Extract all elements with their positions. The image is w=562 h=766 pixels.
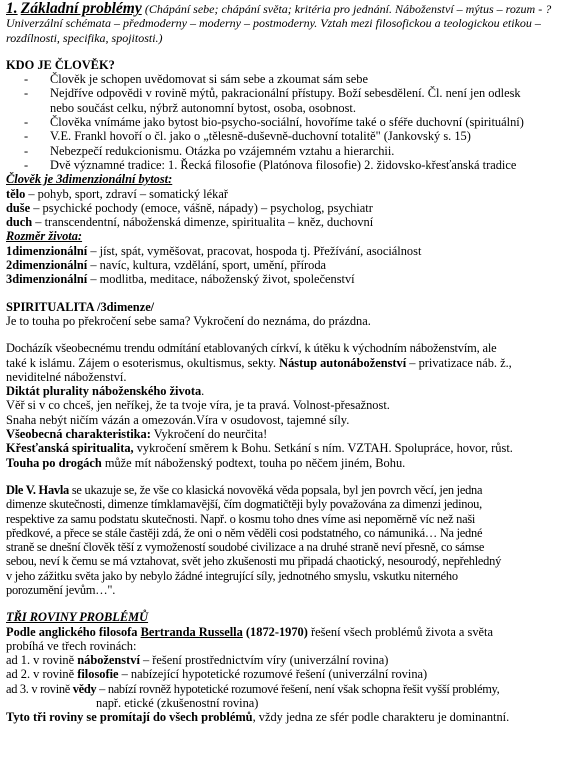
dimension-row	[6, 215, 556, 229]
list-item	[24, 72, 556, 86]
list-item	[24, 129, 556, 143]
diktat-line	[6, 384, 556, 398]
havel-name: Dle V. Havla	[6, 482, 69, 497]
havel-line: straně se dnešní člověk těší z vymožeností soudobé civilizace a na druhé straně neví přesně, co sámse	[6, 540, 485, 555]
dimension-text: – psychické pochody (emoce, vášně, nápady) – psycholog, psychiatr	[30, 200, 373, 215]
havel-text: se ukazuje se, že vše co klasická novověká věda popsala, byl jen povrch věcí, jen jedna	[68, 482, 483, 497]
russell-name: Bertranda Russella	[140, 624, 243, 639]
havel-line: předkové, a přece se stále častěji zdá, že oni o něm věděli cosi podstatného, co námuniká… Na jedné	[6, 525, 483, 540]
rovina-num: ad 1. v rovině	[6, 653, 78, 668]
spiritualita-title: SPIRITUALITA /3dimenze/	[6, 299, 155, 314]
krest-line	[6, 441, 556, 455]
intro-text: řešení všech problémů života a světa	[307, 624, 493, 639]
rozmer-text: – modlitba, meditace, náboženský život, společenství	[87, 272, 355, 287]
rovina-item	[6, 667, 556, 681]
rovina-term: vědy	[72, 681, 97, 696]
section-heading	[6, 2, 556, 16]
rovina-term: filosofie	[77, 667, 119, 682]
intro-years: (1872-1970)	[242, 624, 308, 639]
spiritualita-para-line1: Docházík všeobecnému trendu odmítání etablovaných církví, k útěku k východním náboženstvím, ale	[6, 341, 497, 356]
diktat-title: Diktát plurality náboženského života	[6, 384, 202, 399]
spiritualita-question: Je to touha po překročení sebe sama? Vykročení do neznáma, do prázdna.	[6, 313, 371, 328]
heading-title: Základní problémy	[20, 0, 142, 17]
rovina-term: náboženství	[77, 653, 140, 668]
rovina-item-cont: např. etické (zkušenostní rovina)	[96, 696, 259, 711]
intro-bold: Podle anglického filosofa	[6, 624, 141, 639]
touha-title: Touha po drogách	[6, 455, 102, 470]
havel-line	[6, 483, 556, 497]
list-item-text: Člověk je schopen uvědomovat si sám sebe a zkoumat sám sebe	[50, 72, 368, 87]
list-item-text-cont: nebo součást celku, nýbrž autonomní bytost, osoba, osobnost.	[50, 100, 356, 115]
dimensions-title: Člověk je 3dimenzionální bytost:	[6, 172, 173, 187]
dimension-term: duch	[6, 215, 33, 230]
nastup-term: Nástup autonáboženství	[279, 355, 407, 370]
rozmer-term: 3dimenzionální	[6, 272, 88, 287]
touha-text: může mít náboženský podtext, touha po něčem jiném, Bohu.	[101, 455, 406, 470]
rozmer-term: 1dimenzionální	[6, 243, 88, 258]
list-item	[24, 158, 556, 172]
vseob-text: Vykročení do neurčita!	[150, 427, 268, 442]
havel-line: respektive za samu podstatu skutečnosti. Např. o kosmu toho dnes víme asi nepoměrně víc než naši	[6, 511, 476, 526]
para-text: – privatizace náb. ž.,	[406, 355, 512, 370]
rozmer-row	[6, 258, 556, 272]
list-item	[24, 115, 556, 129]
tri-roviny-intro	[6, 625, 556, 639]
rozmer-text: – jíst, spát, vyměšovat, pracovat, hospoda tj. Přežívání, asociálnost	[87, 243, 422, 258]
diktat-end: .	[201, 384, 205, 399]
rozmer-term: 2dimenzionální	[6, 258, 88, 273]
spiritualita-para-line3: neviditelné náboženství.	[6, 369, 127, 384]
krest-title: Křesťanská spiritualita,	[6, 441, 134, 456]
rozmer-row	[6, 272, 556, 286]
kdo-title: KDO JE ČLOVĚK?	[6, 57, 115, 72]
ver-line: Věř si v co chceš, jen neříkej, že ta tvoje víra, je ta pravá. Volnost-přesažnost.	[6, 398, 390, 413]
rovina-item	[6, 653, 556, 667]
spiritualita-para-line2	[6, 356, 556, 370]
list-item-text: Dvě významné tradice: 1. Řecká filosofie (Platónova filosofie) 2. židovsko-křesťanská tradice	[50, 157, 517, 172]
dimension-row	[6, 187, 556, 201]
tri-roviny-intro-line2: probíhá ve třech rovinách:	[6, 638, 137, 653]
krest-text: vykročení směrem k Bohu. Setkání s ním. VZTAH. Spolupráce, hovor, růst.	[133, 441, 513, 456]
rovina-num: ad 2. v rovině	[6, 667, 78, 682]
rozmer-title: Rozměr života:	[6, 229, 83, 244]
heading-subtitle-line1: (Chápání sebe; chápání světa; kritéria pro jednání. Náboženství – mýtus – rozum - ?	[144, 2, 552, 16]
havel-line: sebou, neví k čemu se má vztahovat, svět jeho zkušenosti mu připadá chaotický, nesourodý, nepřehledný	[6, 554, 502, 569]
final-bold: Tyto tři roviny se promítají do všech problémů	[6, 710, 253, 725]
rovina-text: – nabízí rovněž hypotetické rozumové řešení, není však schopna řešit vyšší problémy,	[96, 681, 500, 696]
heading-subtitle-line3: rozdílnosti, specifika, spojitosti.)	[6, 30, 163, 45]
dimension-text: – transcendentní, náboženská dimenze, spiritualita – kněz, duchovní	[32, 215, 374, 230]
havel-line: v jeho zážitku světa jako by nebylo žádné integrující síly, jednotného smyslu, vskutku niterného	[6, 568, 458, 583]
havel-paragraph	[6, 483, 556, 597]
list-item-text: Člověka vnímáme jako bytost bio-psycho-sociální, hovoříme také o sféře duchovní (spirituální)	[50, 115, 524, 130]
final-text: , vždy jedna ze sfér podle charakteru je dominantní.	[252, 710, 510, 725]
vseob-title: Všeobecná charakteristika:	[6, 427, 151, 442]
tri-roviny-final	[6, 710, 556, 724]
heading-subtitle-line2: Univerzální schémata – předmoderny – moderny – postmoderny. Vztah mezi filosofickou a teologickou etikou –	[6, 16, 541, 31]
rovina-num: ad 3. v rovině	[6, 681, 73, 696]
snaha-line: Snaha nebýt ničím vázán a omezován.Víra v osudovost, tajemné síly.	[6, 412, 350, 427]
havel-line: porozumění jevům…".	[6, 582, 116, 597]
tri-roviny-title: TŘI ROVINY PROBLÉMŮ	[6, 610, 149, 625]
para-text: také k islámu. Zájem o esoterismus, okultismus, sekty.	[6, 355, 280, 370]
dimension-term: duše	[6, 200, 31, 215]
list-item-text: Nejdříve odpovědi v rovině mýtů, pakracionální přístupy. Boží sebesdělení. Čl. není jen odlesk	[50, 86, 521, 101]
heading-number: 1.	[6, 0, 18, 17]
rozmer-text: – navíc, kultura, vzdělání, sport, umění, příroda	[87, 258, 327, 273]
rovina-item	[6, 682, 556, 696]
list-item-text: V.E. Frankl hovoří o čl. jako o „tělesně-duševně-duchovní totalitě" (Jankovský s. 15)	[50, 129, 471, 144]
touha-line	[6, 456, 556, 470]
dimension-text: – pohyb, sport, zdraví – somatický lékař	[25, 186, 228, 201]
rovina-text: – řešení prostřednictvím víry (univerzální rovina)	[139, 653, 389, 668]
kdo-list	[6, 72, 556, 172]
havel-line: dimenze skutečnosti, dimenze tímklamavější, čím dogmatičtěji byly považována za dimenzi jedinou,	[6, 497, 482, 512]
rovina-text: – nabízející hypotetické rozumové řešení (univerzální rovina)	[118, 667, 428, 682]
list-item	[24, 86, 556, 115]
dimension-row	[6, 201, 556, 215]
list-item-text: Nebezpečí redukcionismu. Otázka po vzájemném vztahu a hierarchii.	[50, 143, 395, 158]
rozmer-row	[6, 244, 556, 258]
vseob-line	[6, 427, 556, 441]
dimension-term: tělo	[6, 186, 26, 201]
list-item	[24, 144, 556, 158]
